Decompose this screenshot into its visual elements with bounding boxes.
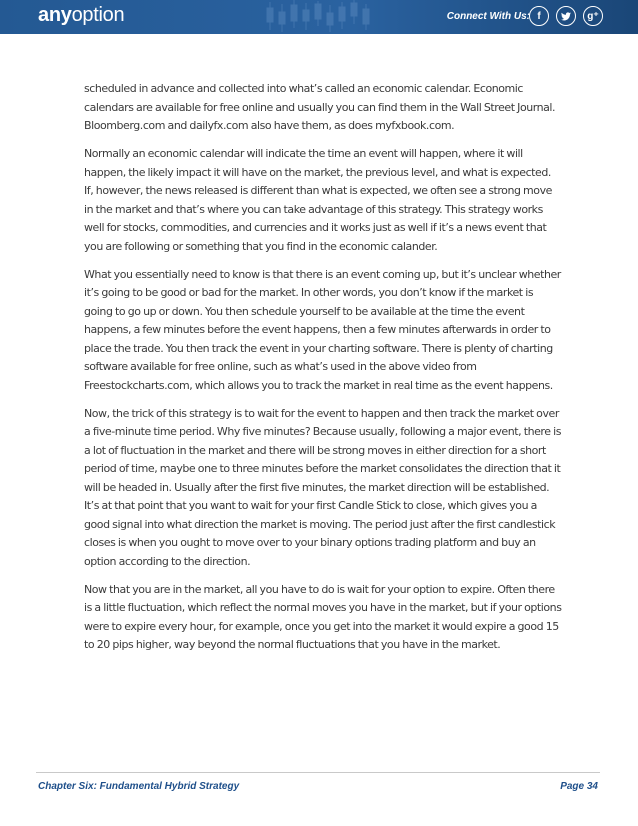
- paragraph-1: scheduled in advance and collected into what’s called an economic calendar. Economic calendars are available for free online and usually you can find them in the Wall Street Journal. Bloomberg.com and dailyfx.com also have them, as does myfxbook.com.: [84, 82, 556, 132]
- connect-with-us-label: Connect With Us:: [446, 11, 530, 22]
- facebook-icon[interactable]: f: [529, 6, 549, 26]
- header-bar: [0, 0, 638, 34]
- paragraph-4: Now, the trick of this strategy is to wait for the event to happen and then track the market over a five-minute time period. Why five minutes? Because usually, following a major event, there is a lot of fluctuation in the market and there will be strong moves in either direction for a short period of time, maybe one to three minutes before the market consolidates the direction that it will be headed in. Usually after the first five minutes, the market direction will be established. It’s at that point that you want to wait for your first Candle Stick to close, which gives you a good signal into what direction the market is moving. The period just after the first candlestick closes is when you ought to move over to your binary options trading platform and buy an option according to the direction.: [84, 406, 562, 568]
- google-plus-icon[interactable]: g⁺: [583, 6, 603, 26]
- footer-divider: [36, 772, 600, 773]
- article-body: [84, 80, 562, 664]
- twitter-bird-icon: [561, 12, 571, 21]
- twitter-icon[interactable]: [556, 6, 576, 26]
- anyoption-logo[interactable]: anyoption: [38, 4, 125, 26]
- chapter-title: Chapter Six: Fundamental Hybrid Strategy: [38, 781, 240, 792]
- paragraph-3: What you essentially need to know is that there is an event coming up, but it’s unclear whether it’s going to be good or bad for the market. In other words, you don’t know if the market is going to go up or down. You then schedule yourself to be available at the time the event happens, a few minutes before the event happens, then a few minutes afterwards in order to place the trade. You then track the event in your charting software. There is plenty of charting software available for free online, such as what’s used in the above video from Freestockcharts.com, which allows you to track the market in real time as the event happens.: [84, 267, 561, 392]
- candlestick-decoration: [120, 0, 480, 34]
- paragraph-5: Now that you are in the market, all you have to do is wait for your option to expire. Often there is a little fluctuation, which reflect the normal moves you have in the market, but if your options were to expire every hour, for example, once you get into the market it would expire a good 15 to 20 pips higher, way beyond the normal fluctuations that you have in the market.: [84, 582, 562, 651]
- page-number: Page 34: [560, 781, 598, 792]
- paragraph-2: Normally an economic calendar will indicate the time an event will happen, where it will happen, the likely impact it will have on the market, the previous level, and what is expected. If, however, the news released is different than what is expected, we often see a strong move in the market and that’s where you can take advantage of this strategy. This strategy works well for stocks, commodities, and currencies and it works just as well if it’s a news event that you are following or something that you find in the economic calander.: [84, 147, 552, 253]
